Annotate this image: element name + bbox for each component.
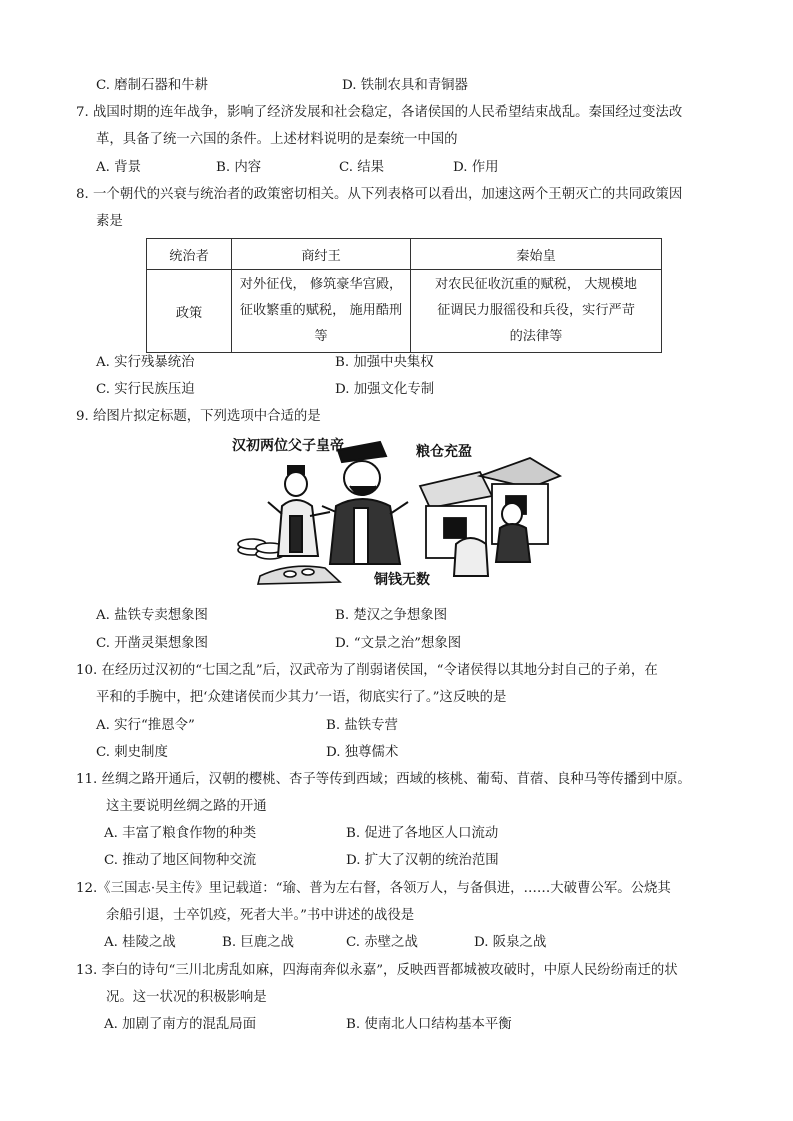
q10-option-b: B. 盐铁专营 (326, 718, 398, 733)
q7-option-c: C. 结果 (339, 160, 385, 175)
policy-table (146, 238, 662, 353)
q11-option-c: C. 推动了地区间物种交流 (104, 853, 257, 868)
q8-option-a: A. 实行残暴统治 (96, 355, 195, 370)
q12-option-a: A. 桂陵之战 (104, 935, 176, 950)
q10-option-c: C. 刺史制度 (96, 745, 168, 760)
q9-option-c: C. 开凿灵渠想象图 (96, 636, 209, 651)
q13-stem-line-1: 13. 李白的诗句“三川北虏乱如麻，四海南奔似永嘉”，反映西晋都城被攻破时，中原人民纷纷南迁的状 (76, 963, 678, 978)
emperor-figure-icon (322, 442, 408, 564)
q7-option-b: B. 内容 (216, 160, 262, 175)
qin-policy-line: 的法律等 (509, 329, 563, 344)
caption-emperors: 汉初两位父子皇帝 (232, 438, 344, 454)
caption-granary: 粮仓充盈 (416, 444, 472, 460)
q8-option-b: B. 加强中央集权 (335, 355, 434, 370)
q12-stem-line-2: 余船引退，士卒饥疫，死者大半。”书中讲述的战役是 (106, 908, 415, 923)
q11-option-a: A. 丰富了粮食作物的种类 (104, 826, 257, 841)
q13-option-b: B. 使南北人口结构基本平衡 (346, 1017, 512, 1032)
shang-policy-line: 对外征伐， 修筑豪华宫殿， (239, 277, 403, 292)
table-cell-shang (232, 270, 411, 353)
table-cell-qin (411, 270, 662, 353)
shang-policy-line: 征收繁重的赋税， 施用酷刑 (239, 303, 403, 318)
q10-option-d: D. 独尊儒术 (326, 745, 399, 760)
q13-stem-line-2: 况。这一状况的积极影响是 (106, 990, 267, 1005)
q11-option-b: B. 促进了各地区人口流动 (346, 826, 499, 841)
q9-option-d: D. “文景之治”想象图 (335, 636, 462, 651)
q8-option-c: C. 实行民族压迫 (96, 382, 195, 397)
q11-stem-line-2: 这主要说明丝绸之路的开通 (106, 799, 267, 814)
q12-stem-line-1: 12.《三国志·吴主传》里记载道：“瑜、普为左右督，各领万人，与备俱进，……大破曹公军。公烧其 (76, 881, 671, 896)
q7-stem-line-2: 革，具备了统一六国的条件。上述材料说明的是秦统一中国的 (96, 132, 458, 147)
emperor-figure-icon (268, 466, 330, 556)
q8-stem-line-1: 8. 一个朝代的兴衰与统治者的政策密切相关。从下列表格可以看出，加速这两个王朝灭亡的共同政策因 (76, 187, 683, 202)
q8-stem-line-2: 素是 (96, 214, 123, 229)
qin-policy-line: 征调民力服徭役和兵役，实行严苛 (437, 303, 635, 318)
q9-option-a: A. 盐铁专卖想象图 (96, 608, 208, 623)
table-header-ruler: 统治者 (147, 239, 232, 270)
table-header-shang: 商纣王 (232, 239, 411, 270)
table-row-label: 政策 (147, 270, 232, 353)
granary-icon (420, 458, 560, 558)
q11-option-d: D. 扩大了汉朝的统治范围 (346, 853, 499, 868)
q12-option-c: C. 赤壁之战 (346, 935, 418, 950)
q7-option-d: D. 作用 (453, 160, 499, 175)
q7-stem-line-1: 7. 战国时期的连年战争，影响了经济发展和社会稳定，各诸侯国的人民希望结束战乱。秦国经过变法改 (76, 105, 683, 120)
q13-option-a: A. 加剧了南方的混乱局面 (104, 1017, 257, 1032)
table-header-qin: 秦始皇 (411, 239, 662, 270)
q10-stem-line-1: 10. 在经历过汉初的“七国之乱”后，汉武帝为了削弱诸侯国，“令诸侯得以其地分封自己的子弟，在 (76, 663, 658, 678)
q10-stem-line-2: 平和的手腕中，把‘众建诸侯而少其力’一语，彻底实行了。”这反映的是 (96, 690, 507, 705)
q12-option-b: B. 巨鹿之战 (222, 935, 294, 950)
caption-coins: 铜钱无数 (374, 572, 430, 588)
shang-policy-line: 等 (314, 329, 328, 344)
q6-option-c: C. 磨制石器和牛耕 (96, 78, 209, 93)
q9-option-b: B. 楚汉之争想象图 (335, 608, 448, 623)
q7-option-a: A. 背景 (96, 160, 141, 175)
q11-stem-line-1: 11. 丝绸之路开通后，汉朝的樱桃、杏子等传到西域；西域的核桃、葡萄、苜蓿、良种马等传播到中原。 (76, 772, 691, 787)
q12-option-d: D. 阪泉之战 (474, 935, 547, 950)
q6-option-d: D. 铁制农具和青铜器 (342, 78, 468, 93)
qin-policy-line: 对农民征收沉重的赋税， 大规模地 (434, 277, 637, 292)
han-prosperity-illustration (230, 436, 568, 592)
q10-option-a: A. 实行“推恩令” (96, 718, 195, 733)
q8-option-d: D. 加强文化专制 (335, 382, 435, 397)
q9-stem-line-1: 9. 给图片拟定标题，下列选项中合适的是 (76, 409, 321, 424)
